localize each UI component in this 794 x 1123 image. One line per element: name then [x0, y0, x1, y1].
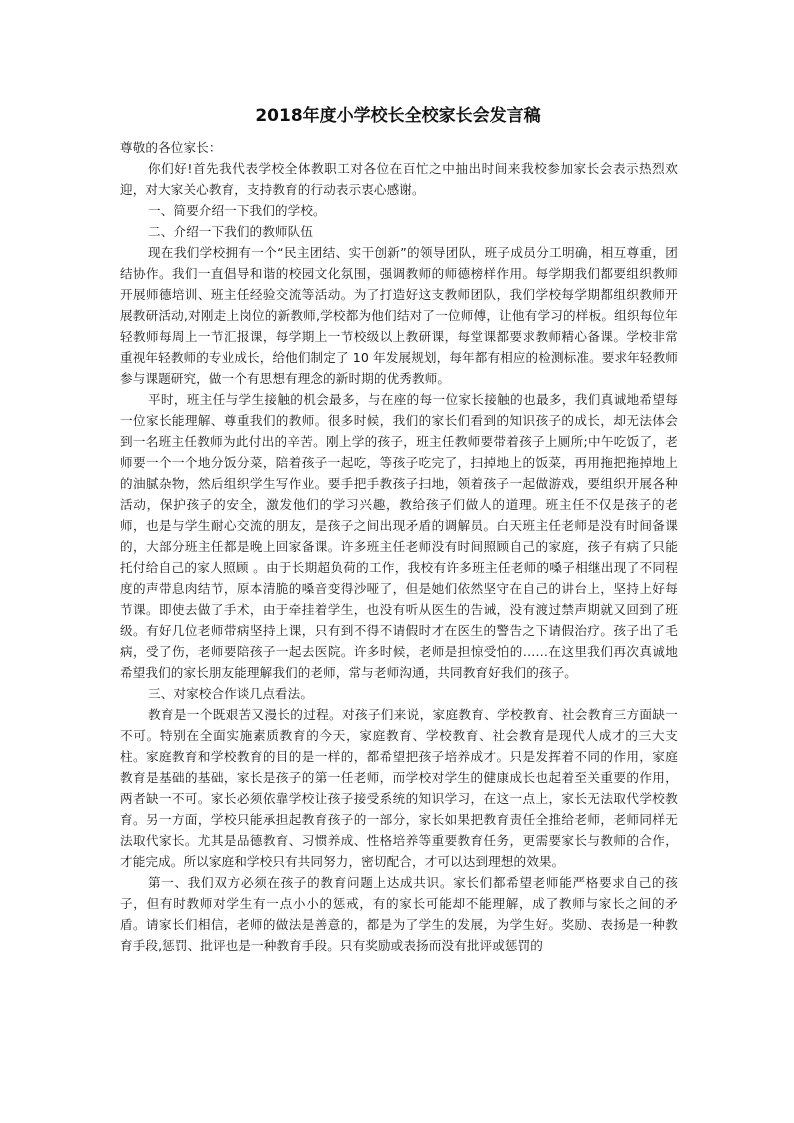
paragraph-education: 教育是一个既艰苦又漫长的过程。对孩子们来说，家庭教育、学校教育、社会教育三方面缺一不可。特别在全面实施素质教育的今天，家庭教育、学校教育、社会教育是现代人成才的三大支柱。家庭教育和学校教育的目的是一样的，都希望把孩子培养成才。只是发挥着不同的作用，家庭教育是基础的基础，家长是孩子的第一任老师，而学校对学生的健康成长也起着至关重要的作用，两者缺一不可。家长必须依靠学校让孩子接受系统的知识学习，在这一点上，家长无法取代学校教育。另一方面，学校只能承担起教育孩子的一部分，家长如果把教育责任全推给老师，老师同样无法取代家长。尤其是品德教育、习惯养成、性格培养等重要教育任务，更需要家长与教师的合作，才能完成。所以家庭和学校只有共同努力，密切配合，才可以达到理想的效果。: [120, 707, 678, 869]
paragraph-class-teachers: 平时，班主任与学生接触的机会最多，与在座的每一位家长接触的也最多，我们真诚地希望每一位家长能理解、尊重我们的教师。很多时候，我们的家长们看到的知识孩子的成长，却无法体会到一名班主任教师为此付出的辛苦。刚上学的孩子，班主任教师要带着孩子上厕所;中午吃饭了，老师要一个一个地分饭分菜，陪着孩子一起吃，等孩子吃完了，扫掉地上的饭菜，再用拖把拖掉地上的油腻杂物，然后组织学生写作业。要手把手教孩子扫地，领着孩子一起做游戏，要组织开展各种活动，保护孩子的安全，激发他们的学习兴趣，教给孩子们做人的道理。班主任不仅是孩子的老师，也是与学生耐心交流的朋友，是孩子之间出现矛盾的调解员。白天班主任老师是没有时间备课的，大部分班主任都是晚上回家备课。许多班主任老师没有时间照顾自己的家庭，孩子有病了只能托付给自己的家人照顾 。由于长期超负荷的工作，我校有许多班主任老师的嗓子相继出现了不同程度的声带息肉结节，原本清脆的嗓音变得沙哑了，但是她们依然坚守在自己的讲台上，坚持上好每节课。即使去做了手术，由于牵挂着学生，也没有听从医生的告诫，没有渡过禁声期就又回到了班级。有好几位老师带病坚持上课，只有到不得不请假时才在医生的警告之下请假治疗。孩子出了毛病，受了伤，老师要陪孩子一起去医院。许多时候，老师是担惊受怕的……在这里我们再次真诚地希望我们的家长朋友能理解我们的老师，常与老师沟通，共同教育好我们的孩子。: [120, 392, 678, 680]
paragraph-greeting: 你们好!首先我代表学校全体教职工对各位在百忙之中抽出时间来我校参加家长会表示热烈欢迎，对大家关心教育，支持教育的行动表示衷心感谢。: [120, 161, 678, 197]
paragraph-consensus: 第一、我们双方必须在孩子的教育问题上达成共识。家长们都希望老师能严格要求自己的孩子，但有时教师对学生有一点小小的惩戒，有的家长可能却不能理解，成了教师与家长之间的矛盾。请家长们相信，老师的做法是善意的，都是为了学生的发展，为学生好。奖励、表扬是一种教育手段,惩罚、批评也是一种教育手段。只有奖励或表扬而没有批评或惩罚的: [120, 875, 678, 953]
paragraph-leadership: 现在我们学校拥有一个“民主团结、实干创新”的领导团队，班子成员分工明确，相互尊重，团结协作。我们一直倡导和谐的校园文化氛围，强调教师的师德榜样作用。每学期我们都要组织教师开展师德培训、班主任经验交流等活动。为了打造好这支教师团队，我们学校每学期都组织教师开展教研活动,对刚走上岗位的新教师,学校都为他们结对了一位师傅，让他有学习的样板。组织每位年轻教师每周上一节汇报课，每学期上一节校级以上教研课，每堂课都要求教师精心备课。学校非常重视年轻教师的专业成长，给他们制定了 10 年发展规划，每年都有相应的检测标准。要求年轻教师参与课题研究，做一个有思想有理念的新时期的优秀教师。: [120, 245, 678, 386]
section-heading-school: 一、简要介绍一下我们的学校。: [148, 203, 326, 218]
section-heading-teachers: 二、介绍一下我们的教师队伍: [148, 224, 314, 239]
document-body: [120, 137, 678, 956]
salutation: 尊敬的各位家长：: [120, 140, 222, 155]
document-title: 2018年度小学校长全校家长会发言稿: [255, 106, 541, 126]
section-heading-cooperation: 三、对家校合作谈几点看法。: [148, 686, 314, 701]
